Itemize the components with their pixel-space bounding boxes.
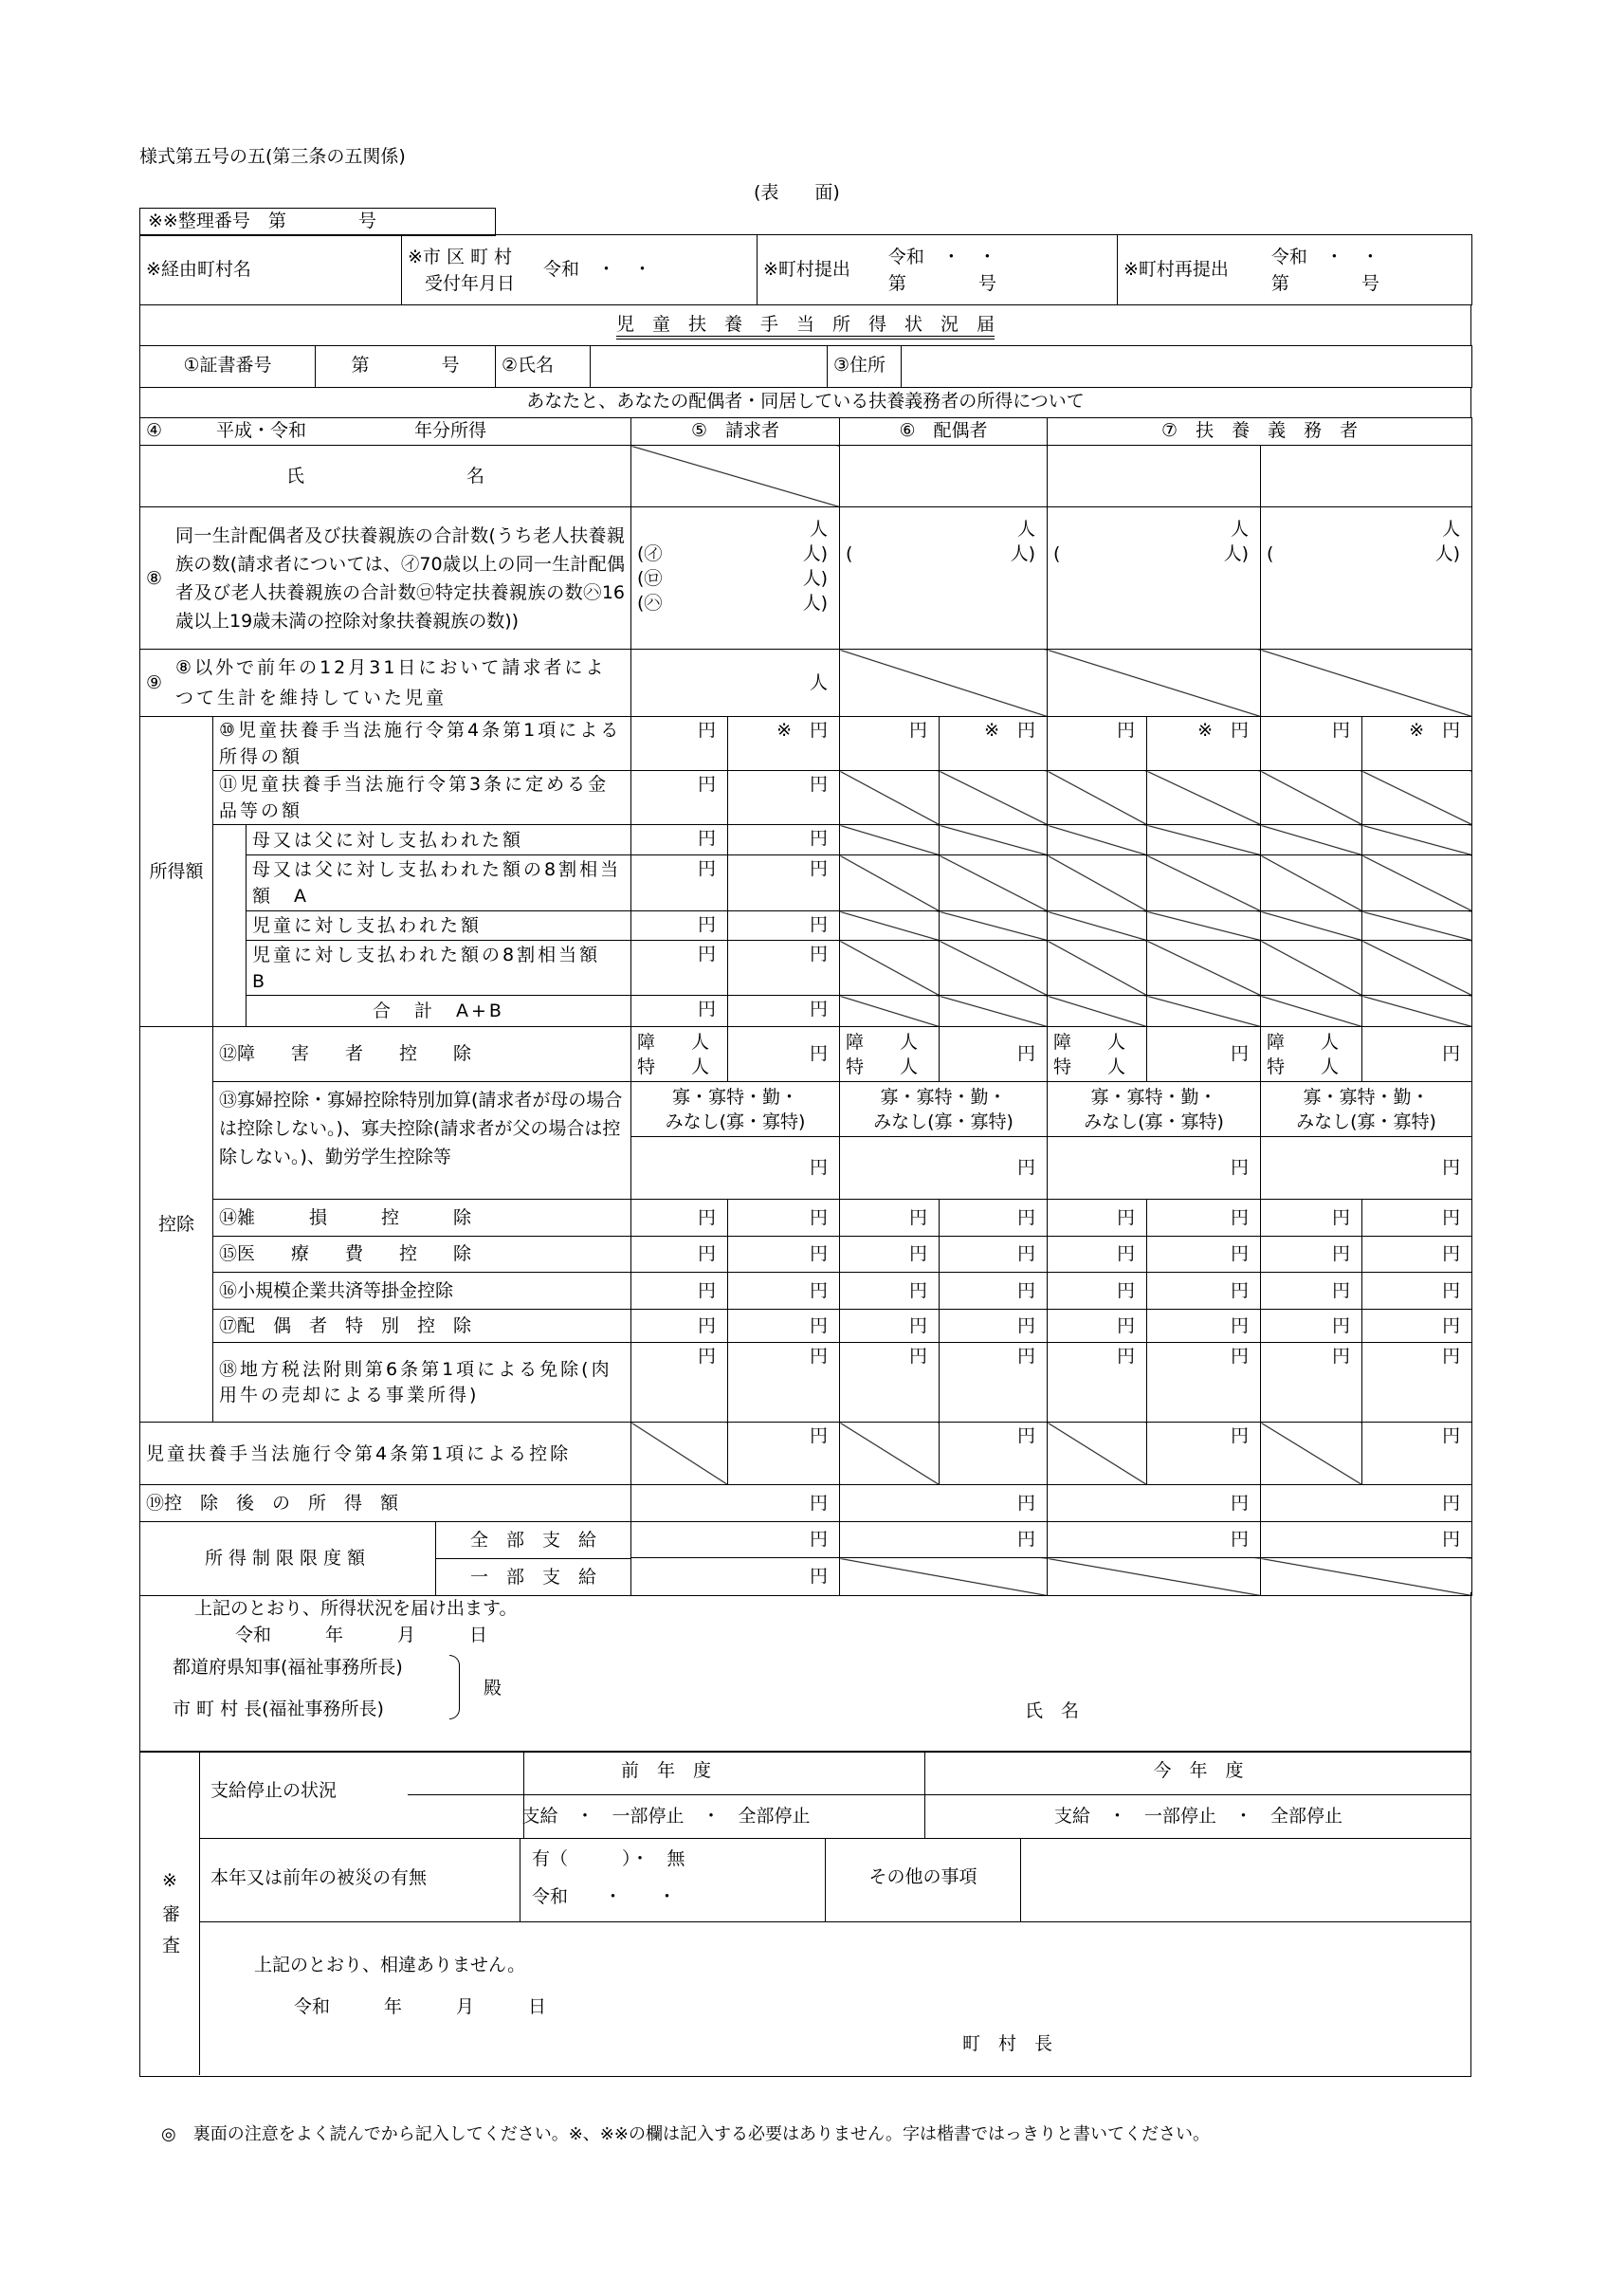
person-unit: 人) [802,568,829,589]
amount-cell[interactable]: 円 [631,1343,728,1423]
not-applicable-cell [1362,771,1472,825]
form-number: 様式第五号の五(第三条の五関係) [139,146,406,167]
spouse-special-deduction-label: ⑰配 偶 者 特 別 控 除 [213,1310,631,1343]
dependents-count-field[interactable] [1048,507,1261,650]
office-amount-cell[interactable]: ※ 円 [940,717,1048,771]
income-amount-label: ⑩児童扶養手当法施行令第4条第1項による所得の額 [213,717,631,771]
not-applicable-cell [1048,996,1147,1027]
widow-option-line1: 寡・寡特・勤・ [672,1086,799,1108]
name-row-label: 氏 名 [140,446,631,507]
widow-type-options[interactable] [1261,1082,1472,1137]
table-row [140,1273,1472,1310]
not-applicable-cell [1362,825,1472,855]
dependents-count-field[interactable] [840,507,1048,650]
amount-cell[interactable]: 円 [728,1423,840,1485]
resubmission-date: 令和 ・ ・ [1270,246,1379,267]
not-applicable-cell [840,996,940,1027]
casualty-deduction-label: ⑭雑 損 控 除 [213,1200,631,1237]
widow-type-options[interactable] [840,1082,1048,1137]
disaster-field[interactable] [520,1839,826,1922]
amount-cell[interactable]: 円 [1261,1273,1362,1310]
table-row [140,1082,1472,1137]
not-applicable-cell [940,825,1048,855]
supported-children-field[interactable]: 人 [631,650,840,717]
amount-cell[interactable]: 円 [1147,1200,1261,1237]
amount-cell[interactable]: 円 [728,941,840,996]
not-applicable-cell [1147,771,1261,825]
not-applicable-cell [1261,1558,1472,1596]
row-number: ⑧ [146,567,163,589]
not-applicable-cell [1048,941,1147,996]
paren: ( [1053,543,1061,564]
review-label-column [140,1752,200,2075]
amount-cell[interactable]: 円 [1362,1423,1472,1485]
disability-count-label: 障 人 [1267,1031,1340,1053]
paren: ( [846,543,853,564]
disability-count-label: 障 人 [637,1031,710,1053]
person-unit: 人 [1442,519,1461,540]
dependents-16-19-count-label: (㋩ [637,593,663,614]
review-confirmation: 上記のとおり、相違ありません。 [254,1955,526,1975]
declaration-section [139,1592,1471,1753]
table-row [140,855,1472,911]
person-unit: 人) [1434,543,1461,564]
not-applicable-cell [840,1558,1048,1596]
mayor-label: 町 村 長 [962,2033,1053,2054]
partial-payment-label: 一 部 支 給 [469,1566,596,1588]
amount-cell[interactable]: 円 [1261,1522,1472,1558]
widow-option-line1: 寡・寡特・勤・ [1303,1086,1430,1108]
amount-cell[interactable]: 円 [840,1310,940,1343]
declaration-date: 令和 年 月 日 [235,1625,488,1645]
disaster-options: 有（ ）・ 無 [532,1848,685,1869]
amount-cell[interactable]: 円 [631,1237,728,1273]
amount-cell[interactable]: 円 [1362,1310,1472,1343]
table-row [140,1343,1472,1423]
amount-cell[interactable]: 円 [631,855,728,911]
amount-cell[interactable]: 円 [1362,1343,1472,1423]
subtotal-label: 合 計 A+B [247,996,631,1027]
current-year-suspension-options[interactable]: 支給 ・ 一部停止 ・ 全部停止 [925,1795,1471,1839]
table-row [140,1485,1472,1522]
name-field[interactable] [591,345,828,387]
not-applicable-cell [1362,996,1472,1027]
amount-cell[interactable]: 円 [728,855,840,911]
income-table [139,417,1472,1596]
amount-cell[interactable]: 円 [631,1273,728,1310]
review-label: ※審査 [159,1870,180,1967]
previous-year-header: 前 年 度 [408,1752,925,1795]
not-applicable-cell [631,1423,728,1485]
amount-cell[interactable]: 円 [631,1558,840,1596]
footer-note: ◎ 裏面の注意をよく読んでから記入してください。※、※※の欄は記入する必要はありません。字は楷書ではっきりと書いてください。 [161,2124,1211,2144]
amount-cell[interactable]: 円 [840,1200,940,1237]
person-unit: 人) [1010,543,1036,564]
not-applicable-cell [940,996,1048,1027]
office-amount-cell[interactable]: ※ 円 [728,717,840,771]
person-unit: 人) [802,543,829,564]
table-row [140,825,1472,855]
section-note-table [139,387,1471,418]
table-row [140,911,1472,941]
amount-cell[interactable]: 円 [728,1200,840,1237]
amount-cell[interactable]: 円 [1147,1237,1261,1273]
not-applicable-cell [1048,825,1147,855]
amount-cell[interactable]: 円 [1048,1310,1147,1343]
amount-cell[interactable]: 円 [840,1137,1048,1200]
submission-number: 第 号 [887,272,996,294]
medical-deduction-label: ⑮医 療 費 控 除 [213,1237,631,1273]
specified-dependents-count-label: (㋺ [637,568,663,589]
amount-cell[interactable]: 円 [631,1200,728,1237]
widow-option-line2: みなし(寡・寡特) [1296,1111,1436,1132]
brace-icon [449,1655,460,1719]
income-after-deduction-label: ⑲控 除 後 の 所 得 額 [140,1485,631,1522]
widow-deduction-label: ⑬寡婦控除・寡婦控除特別加算(請求者が母の場合は控除しない。)、寡夫控除(請求者が父の場合は控除しない。)、勤労学生控除等 [213,1082,631,1200]
other-matters-label: その他の事項 [826,1839,1021,1922]
disaster-label-cell [199,1839,520,1922]
dependent2-name-field[interactable] [1261,446,1472,507]
receipt-date: 令和 ・ ・ [543,259,652,280]
widow-option-line1: 寡・寡特・勤・ [1090,1086,1217,1108]
income-limit-label: 所得制限限度額 [204,1548,371,1569]
amount-cell[interactable]: 円 [1048,1237,1147,1273]
full-payment-label: 全 部 支 給 [469,1529,596,1551]
address-label: ③住所 [828,345,902,387]
amount-cell[interactable]: 円 [1048,1273,1147,1310]
not-applicable-cell [940,855,1048,911]
disaster-label: 本年又は前年の被災の有無 [210,1867,428,1888]
person-unit: 人 [810,519,829,540]
disaster-date: 令和 ・ ・ [532,1886,677,1907]
amount-cell[interactable]: 円 [1048,1485,1261,1522]
amount-cell[interactable]: 円 [728,771,840,825]
not-applicable-cell [1261,941,1362,996]
table-row [140,1200,1472,1237]
other-matters-field[interactable] [1021,1839,1471,1922]
name-label: ②氏名 [496,345,591,387]
not-applicable-cell [940,771,1048,825]
special-disability-count-label: 特 人 [1267,1056,1340,1077]
special-disability-count-label: 特 人 [637,1056,710,1077]
amount-cell[interactable]: 円 [631,996,728,1027]
paid-to-parent-80-label: 母又は父に対し支払われた額の8割相当額 A [247,855,631,911]
claimant-dependents-field[interactable] [631,507,840,650]
not-applicable-cell [1261,771,1362,825]
amount-cell[interactable]: 円 [1362,1200,1472,1237]
amount-cell[interactable]: 円 [631,717,728,771]
amount-cell[interactable]: 円 [1147,1423,1261,1485]
certificate-number-field[interactable]: 第 号 [316,345,496,387]
amount-cell[interactable]: 円 [728,996,840,1027]
elderly-70-count-label: (㋑ [637,543,663,564]
not-applicable-cell [1147,911,1261,941]
amount-cell[interactable]: 円 [1261,1137,1472,1200]
office-receipt-table [139,234,1472,305]
amount-cell[interactable]: 円 [840,1522,1048,1558]
person-unit: 人 [1017,519,1036,540]
table-row [140,446,1472,507]
person-unit: 人 [1231,519,1250,540]
office-amount-cell[interactable]: ※ 円 [1362,717,1472,771]
not-applicable-cell [840,825,940,855]
not-applicable-cell [1147,996,1261,1027]
not-applicable-cell [1261,650,1472,717]
not-applicable-cell [1261,825,1362,855]
not-applicable-cell [840,771,940,825]
table-row [140,1522,1472,1558]
amount-cell[interactable]: 円 [1147,1027,1261,1082]
person-unit: 人) [1223,543,1250,564]
widow-type-options[interactable] [631,1082,840,1137]
not-applicable-cell [1048,911,1147,941]
amount-cell[interactable]: 円 [1048,1343,1147,1423]
municipality-submission-field[interactable] [758,235,1118,305]
not-applicable-cell [1048,1423,1147,1485]
amount-cell[interactable]: 円 [1147,1343,1261,1423]
not-applicable-cell [1261,996,1362,1027]
table-row [140,996,1472,1027]
declaration-statement: 上記のとおり、所得状況を届け出ます。 [194,1598,518,1619]
widow-option-line1: 寡・寡特・勤・ [880,1086,1007,1108]
not-applicable-cell [1362,855,1472,911]
claimant-name-cell [631,446,840,507]
current-year-header: 今 年 度 [925,1752,1471,1795]
amount-cell[interactable]: 円 [940,1273,1048,1310]
amount-cell[interactable]: 円 [1362,1027,1472,1082]
not-applicable-cell [1147,825,1261,855]
not-applicable-cell [1048,771,1147,825]
article4-deduction-label: 児童扶養手当法施行令第4条第1項による控除 [140,1423,631,1485]
amount-cell[interactable]: 円 [631,1522,840,1558]
small-business-deduction-label: ⑯小規模企業共済等掛金控除 [213,1273,631,1310]
amount-cell[interactable]: 円 [631,1485,840,1522]
amount-cell[interactable]: 円 [840,717,940,771]
column-header-claimant: ⑤ 請求者 [631,417,840,446]
amount-cell[interactable]: 円 [1261,1310,1362,1343]
paren: ( [1267,543,1274,564]
widow-option-line2: みなし(寡・寡特) [873,1111,1014,1132]
title-table [139,304,1471,346]
form-title: 児 童 扶 養 手 当 所 得 状 況 届 [616,314,995,340]
not-applicable-cell [840,650,1048,717]
local-tax-exemption-label: ⑱地方税法附則第6条第1項による免除(肉用牛の売却による事業所得) [213,1343,631,1423]
amount-cell[interactable]: 円 [728,911,840,941]
declarant-name-label: 氏 名 [1025,1700,1080,1721]
amount-cell[interactable]: 円 [728,1310,840,1343]
amount-cell[interactable]: 円 [1147,1310,1261,1343]
column-header-year: ④ 平成・令和 年分所得 [140,417,631,446]
table-row [140,507,1472,650]
paid-to-child-label: 児童に対し支払われた額 [247,911,631,941]
amount-cell[interactable]: 円 [1362,1273,1472,1310]
goods-amount-label: ⑪児童扶養手当法施行令第3条に定める金品等の額 [213,771,631,825]
table-row [140,1310,1472,1343]
table-row [140,941,1472,996]
amount-cell[interactable]: 円 [728,825,840,855]
municipality-resubmission-field[interactable] [1118,235,1472,305]
receipt-date-field[interactable] [402,235,758,305]
widow-option-line2: みなし(寡・寡特) [1084,1111,1224,1132]
amount-cell[interactable]: 円 [1048,1137,1261,1200]
not-applicable-cell [1048,1558,1261,1596]
dependents-count-field[interactable] [1261,507,1472,650]
amount-cell[interactable]: 円 [840,1485,1048,1522]
amount-cell[interactable]: 円 [1362,1237,1472,1273]
not-applicable-cell [1048,855,1147,911]
amount-cell[interactable]: 円 [631,941,728,996]
amount-cell[interactable]: 円 [940,1200,1048,1237]
amount-cell[interactable]: 円 [728,1343,840,1423]
not-applicable-cell [840,911,940,941]
not-applicable-cell [1048,650,1261,717]
review-date: 令和 年 月 日 [294,1996,547,2017]
amount-cell[interactable]: 円 [728,1273,840,1310]
amount-cell[interactable]: 円 [1048,1522,1261,1558]
certificate-number-label: ①証書番号 [140,345,316,387]
via-municipality-label: ※経由町村名 [146,259,251,280]
office-amount-cell[interactable]: ※ 円 [1147,717,1261,771]
amount-cell[interactable]: 円 [840,1237,940,1273]
disability-count-field[interactable] [1048,1027,1147,1082]
review-section [139,1751,1471,2077]
amount-cell[interactable]: 円 [1147,1273,1261,1310]
income-group-label: 所得額 [140,717,213,1027]
addressee-mayor: 市 町 村 長(福祉事務所長) [173,1699,384,1719]
widow-option-line2: みなし(寡・寡特) [665,1111,806,1132]
not-applicable-cell [840,1423,940,1485]
applicant-table [139,345,1472,388]
via-municipality-field[interactable] [140,235,402,305]
resubmission-number: 第 号 [1270,272,1379,294]
not-applicable-cell [1147,941,1261,996]
disability-count-field[interactable] [1261,1027,1362,1082]
not-applicable-cell [1362,911,1472,941]
table-row [140,650,1472,717]
amount-cell[interactable]: 円 [1261,1343,1362,1423]
amount-cell[interactable]: 円 [940,1027,1048,1082]
resubmission-label: ※町村再提出 [1123,259,1229,280]
amount-cell[interactable]: 円 [631,771,728,825]
amount-cell[interactable]: 円 [1261,717,1362,771]
reference-number-field[interactable]: ※※整理番号 第 号 [139,208,496,236]
not-applicable-cell [1261,855,1362,911]
section-note: あなたと、あなたの配偶者・同居している扶養義務者の所得について [140,387,1471,417]
person-unit: 人) [802,593,829,614]
not-applicable-cell [1261,911,1362,941]
amount-cell[interactable]: 円 [940,1310,1048,1343]
amount-cell[interactable]: 円 [1261,1237,1362,1273]
amount-cell[interactable]: 円 [728,1237,840,1273]
disability-count-field[interactable] [840,1027,940,1082]
spouse-name-field[interactable] [840,446,1048,507]
deduction-group-label: 控除 [140,1027,213,1423]
table-row [140,771,1472,825]
amount-cell[interactable]: 円 [1048,1200,1147,1237]
column-header-dependents: ⑦ 扶 養 義 務 者 [1048,417,1472,446]
amount-cell[interactable]: 円 [631,1310,728,1343]
paid-to-child-80-label: 児童に対し支払われた額の8割相当額 B [247,941,631,996]
disability-count-label: 障 人 [1053,1031,1126,1053]
submission-label: ※町村提出 [763,259,850,280]
submission-date: 令和 ・ ・ [887,246,996,267]
amount-cell[interactable]: 円 [631,1137,840,1200]
amount-cell[interactable]: 円 [1048,717,1147,771]
dependents-count-label [140,507,631,650]
amount-cell[interactable]: 円 [631,825,728,855]
amount-cell[interactable]: 円 [940,1237,1048,1273]
table-row [140,417,1472,446]
suspension-label: 支給停止の状況 [210,1780,338,1801]
disability-deduction-label: ⑫障 害 者 控 除 [213,1027,631,1082]
widow-type-options[interactable] [1048,1082,1261,1137]
income-limit-label-cell [140,1522,631,1596]
not-applicable-cell [1147,855,1261,911]
page-side-label: (表 面) [754,182,840,203]
amount-cell[interactable]: 円 [840,1273,940,1310]
receipt-label-line1: ※市 区 町 村 [408,246,513,267]
not-applicable-cell [940,941,1048,996]
not-applicable-cell [840,855,940,911]
table-row [140,1027,1472,1082]
special-disability-count-label: 特 人 [846,1056,919,1077]
amount-cell[interactable]: 円 [728,1027,840,1082]
disability-count-field[interactable] [631,1027,728,1082]
honorific: 殿 [484,1678,502,1699]
amount-cell[interactable]: 円 [940,1423,1048,1485]
table-row [140,1423,1472,1485]
supported-children-label [140,650,631,717]
not-applicable-cell [1362,941,1472,996]
amount-cell[interactable]: 円 [840,1343,940,1423]
table-row [140,1237,1472,1273]
not-applicable-cell [940,911,1048,941]
amount-cell[interactable]: 円 [1261,1485,1472,1522]
not-applicable-cell [840,941,940,996]
special-disability-count-label: 特 人 [1053,1056,1126,1077]
table-row [140,717,1472,771]
column-header-spouse: ⑥ 配偶者 [840,417,1048,446]
previous-year-suspension-options[interactable]: 支給 ・ 一部停止 ・ 全部停止 [408,1795,925,1839]
paid-to-parent-label: 母又は父に対し支払われた額 [247,825,631,855]
row-number: ⑨ [146,672,163,693]
disability-count-label: 障 人 [846,1031,919,1053]
dependent1-name-field[interactable] [1048,446,1261,507]
amount-cell[interactable]: 円 [940,1343,1048,1423]
indent-cell [213,825,247,1027]
dependents-count-text: 同一生計配偶者及び扶養親族の合計数(うち老人扶養親族の数(請求者については、㋑70歳以上の同一生計配偶者及び老人扶養親族の合計数㋺特定扶養親族の数㋩16歳以上19歳未満の控除対象扶養親族の数)) [175,524,625,632]
amount-cell[interactable]: 円 [1261,1200,1362,1237]
receipt-label-line2: 受付年月日 [425,272,516,294]
address-field[interactable] [902,345,1472,387]
not-applicable-cell [1261,1423,1362,1485]
addressee-governor: 都道府県知事(福祉事務所長) [173,1657,403,1678]
amount-cell[interactable]: 円 [631,911,728,941]
supported-children-text: ⑧以外で前年の12月31日において請求者によつて生計を維持していた児童 [175,657,607,708]
